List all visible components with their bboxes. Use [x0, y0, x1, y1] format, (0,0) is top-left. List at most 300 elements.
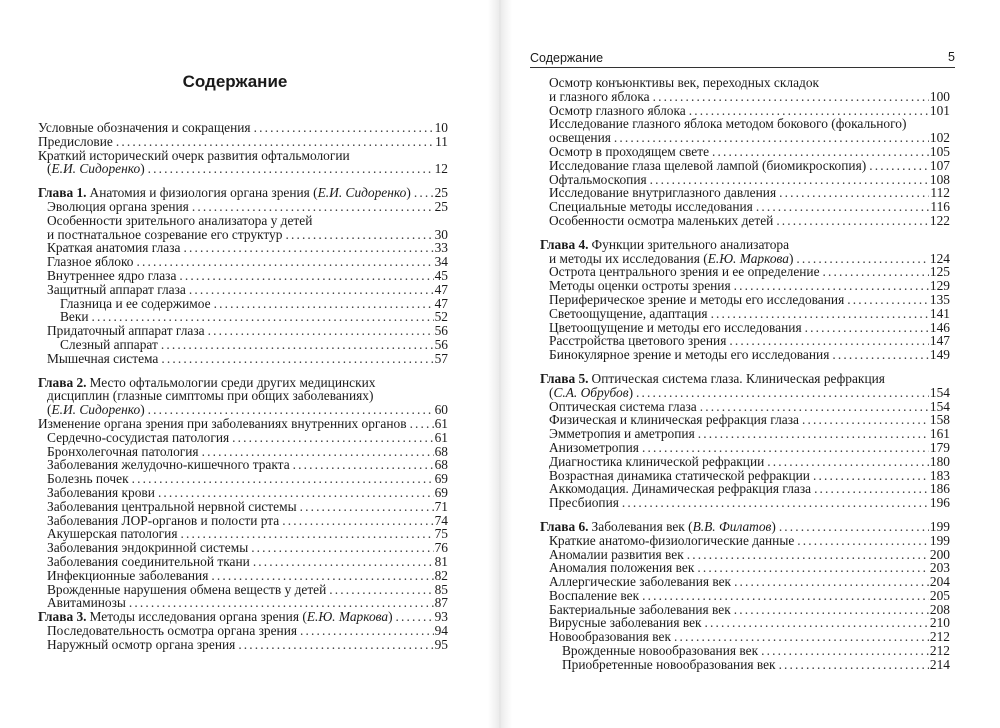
dot-leader — [653, 90, 929, 104]
toc-entry[interactable] — [38, 283, 448, 297]
table-of-contents-right — [540, 76, 950, 682]
running-header — [530, 48, 955, 68]
entry-text — [60, 338, 158, 352]
entry-text — [549, 413, 799, 427]
page-number: 107 — [929, 157, 950, 173]
entry-title: Болезнь почек — [47, 471, 129, 487]
page-number: 69 — [434, 484, 448, 500]
entry-title: и методы их исследования ( — [549, 250, 708, 266]
dot-leader — [183, 241, 433, 255]
entry-title: Особенности осмотра маленьких детей — [549, 212, 774, 228]
entry-text — [549, 214, 773, 228]
entry-text — [549, 561, 694, 575]
entry-text — [47, 162, 145, 176]
entry-title: дисциплин (глазные симптомы при общих заболеваниях) — [47, 388, 374, 404]
page-number: 52 — [434, 309, 448, 325]
entry-text — [549, 90, 650, 104]
entry-text — [38, 135, 113, 149]
page-number: 210 — [929, 615, 950, 631]
entry-text — [540, 238, 789, 252]
toc-entry[interactable] — [540, 117, 950, 131]
entry-title: Бактериальные заболевания век — [549, 601, 731, 617]
entry-text — [47, 541, 248, 555]
entry-title: Условные обозначения и сокращения — [38, 120, 251, 135]
entry-title: Глазница и ее содержимое — [60, 295, 211, 311]
entry-text — [549, 575, 731, 589]
dot-leader — [700, 400, 929, 414]
toc-entry[interactable] — [540, 104, 950, 118]
page-number: 68 — [434, 457, 448, 473]
dot-leader — [116, 135, 434, 149]
page-number: 212 — [929, 629, 950, 645]
entry-title: Эволюция органа зрения — [47, 198, 189, 214]
entry-title: Краткая анатомия глаза — [47, 240, 181, 256]
toc-entry[interactable] — [38, 255, 448, 269]
toc-entry[interactable] — [38, 431, 448, 445]
entry-title: Заболевания желудочно-кишечного тракта — [47, 457, 290, 473]
entry-title: Осмотр в проходящем свете — [549, 143, 710, 159]
entry-title: Заболевания эндокринной системы — [47, 540, 249, 556]
page-number: 101 — [929, 102, 950, 118]
entry-author: Е.Ю. Маркова — [707, 250, 789, 266]
entry-title: Воспаление век — [549, 587, 640, 603]
toc-entry[interactable] — [540, 90, 950, 104]
page-number: 196 — [929, 495, 950, 511]
toc-entry[interactable] — [540, 348, 950, 362]
page-number: 147 — [929, 333, 950, 349]
toc-section — [540, 238, 950, 362]
toc-entry[interactable] — [38, 527, 448, 541]
dot-leader — [282, 514, 433, 528]
page-number: 60 — [434, 402, 448, 418]
page-number: 57 — [434, 350, 448, 366]
entry-text — [540, 372, 885, 386]
entry-text — [47, 500, 297, 514]
toc-entry[interactable] — [540, 496, 950, 510]
page-number: 149 — [929, 347, 950, 363]
entry-title: Периферическое зрение и методы его исследования — [549, 291, 845, 307]
entry-title: Острота центрального зрения и ее определение — [549, 264, 820, 280]
toc-entry[interactable] — [38, 445, 448, 459]
page-number: 186 — [929, 481, 950, 497]
dot-leader — [285, 228, 433, 242]
page-number: 93 — [434, 609, 448, 625]
page-number: 34 — [434, 254, 448, 270]
entry-text — [549, 630, 671, 644]
entry-text — [47, 458, 290, 472]
page-number: 200 — [929, 546, 950, 562]
toc-entry[interactable] — [38, 149, 448, 163]
toc-entry[interactable] — [38, 352, 448, 366]
entry-title: освещения — [549, 130, 611, 146]
entry-text — [38, 417, 407, 431]
page-number: 214 — [929, 656, 950, 672]
chapter-label: Глава 3. — [38, 609, 87, 625]
dot-leader — [161, 338, 434, 352]
toc-entry[interactable] — [540, 238, 950, 252]
toc-entry[interactable] — [540, 307, 950, 321]
dot-leader — [687, 548, 929, 562]
toc-entry[interactable] — [38, 624, 448, 638]
entry-author: Е.И. Сидоренко — [51, 161, 141, 177]
entry-text — [549, 76, 819, 90]
entry-title: Осмотр глазного яблока — [549, 102, 686, 118]
chapter-label: Глава 5. — [540, 370, 589, 386]
dot-leader — [712, 145, 929, 159]
toc-entry[interactable] — [540, 658, 950, 672]
dot-leader — [622, 496, 929, 510]
entry-text — [562, 658, 776, 672]
entry-title: Заболевания век ( — [591, 518, 693, 534]
toc-entry[interactable] — [540, 145, 950, 159]
toc-entry[interactable] — [38, 417, 448, 431]
toc-entry[interactable] — [540, 400, 950, 414]
toc-entry[interactable] — [540, 186, 950, 200]
page-number: 154 — [929, 384, 950, 400]
entry-title: Вирусные заболевания век — [549, 615, 702, 631]
entry-text — [549, 200, 753, 214]
entry-text — [47, 200, 189, 214]
entry-title: Анатомия и физиология органа зрения ( — [89, 185, 318, 201]
page-number: 208 — [929, 601, 950, 617]
entry-text — [60, 297, 211, 311]
toc-entry[interactable] — [38, 583, 448, 597]
page-number: 199 — [929, 532, 950, 548]
toc-entry[interactable] — [38, 376, 448, 390]
toc-entry[interactable] — [540, 441, 950, 455]
entry-text — [549, 252, 793, 266]
entry-author: Е.Ю. Маркова — [306, 609, 389, 625]
toc-entry[interactable] — [38, 214, 448, 228]
toc-entry[interactable] — [38, 472, 448, 486]
entry-title: Придаточный аппарат глаза — [47, 323, 205, 339]
page-number: 94 — [434, 622, 448, 638]
dot-leader — [300, 624, 434, 638]
toc-entry[interactable] — [38, 162, 448, 176]
entry-title: Изменение органа зрения при заболеваниях внутренних органов — [38, 415, 407, 431]
toc-entry[interactable] — [540, 372, 950, 386]
entry-title: Сердечно-сосудистая патология — [47, 429, 230, 445]
toc-entry[interactable] — [540, 482, 950, 496]
toc-entry[interactable] — [38, 135, 448, 149]
entry-title: Защитный аппарат глаза — [47, 281, 186, 297]
toc-entry[interactable] — [540, 131, 950, 145]
toc-entry[interactable] — [38, 610, 448, 624]
toc-entry[interactable] — [540, 427, 950, 441]
toc-entry[interactable] — [38, 228, 448, 242]
entry-text — [549, 386, 633, 400]
toc-entry[interactable] — [540, 630, 950, 644]
entry-text — [47, 624, 297, 638]
page-number: 82 — [434, 567, 448, 583]
entry-text — [549, 173, 647, 187]
page-number: 87 — [434, 595, 448, 611]
toc-entry[interactable] — [540, 293, 950, 307]
dot-leader — [414, 186, 434, 200]
page-number: 180 — [929, 453, 950, 469]
entry-text — [549, 589, 639, 603]
toc-entry[interactable] — [38, 389, 448, 403]
entry-title: ( — [549, 384, 554, 400]
entry-author: Е.И. Сидоренко — [317, 185, 407, 201]
entry-title: Эмметропия и аметропия — [549, 426, 695, 442]
page-number: 85 — [434, 581, 448, 597]
dot-leader — [211, 569, 433, 583]
entry-text — [540, 520, 776, 534]
toc-section — [540, 520, 950, 672]
entry-title: Заболевания центральной нервной системы — [47, 498, 297, 514]
toc-entry[interactable] — [540, 548, 950, 562]
entry-title: Особенности зрительного анализатора у детей — [47, 212, 313, 228]
entry-title: Методы оценки остроты зрения — [549, 278, 731, 294]
entry-title: Заболевания ЛОР-органов и полости рта — [47, 512, 280, 528]
entry-title-end: ) — [628, 384, 634, 400]
toc-entry[interactable] — [38, 297, 448, 311]
page-number: 135 — [929, 291, 950, 307]
toc-entry[interactable] — [540, 321, 950, 335]
page-number: 116 — [930, 199, 950, 215]
entry-text — [38, 376, 375, 390]
page-number: 76 — [434, 540, 448, 556]
entry-text — [60, 310, 89, 324]
toc-entry[interactable] — [38, 200, 448, 214]
page-number: 161 — [929, 426, 950, 442]
dot-leader — [711, 307, 929, 321]
entry-title: Наружный осмотр органа зрения — [47, 636, 236, 652]
toc-entry[interactable] — [38, 269, 448, 283]
page-number: 56 — [434, 336, 448, 352]
dot-leader — [756, 200, 930, 214]
dot-leader — [202, 445, 434, 459]
entry-text — [549, 534, 794, 548]
toc-entry[interactable] — [540, 589, 950, 603]
toc-section — [38, 121, 448, 176]
page-number: 105 — [929, 143, 950, 159]
dot-leader — [614, 131, 929, 145]
page-number: 146 — [929, 319, 950, 335]
page-number: 47 — [434, 281, 448, 297]
toc-entry[interactable] — [540, 575, 950, 589]
toc-entry[interactable] — [540, 334, 950, 348]
page-number: 199 — [929, 518, 950, 534]
entry-title: Врожденные новообразования век — [562, 643, 759, 659]
entry-text — [549, 293, 844, 307]
dot-leader — [805, 321, 929, 335]
entry-text — [549, 455, 764, 469]
entry-title: Анизометропия — [549, 439, 639, 455]
toc-entry[interactable] — [540, 520, 950, 534]
entry-text — [549, 603, 731, 617]
entry-title: Исследование глаза щелевой лампой (биомикроскопия) — [549, 157, 867, 173]
toc-entry[interactable] — [38, 555, 448, 569]
dot-leader — [734, 279, 929, 293]
entry-text — [47, 431, 229, 445]
toc-entry[interactable] — [540, 159, 950, 173]
dot-leader — [253, 555, 434, 569]
toc-entry[interactable] — [540, 200, 950, 214]
entry-text — [549, 496, 619, 510]
toc-entry[interactable] — [38, 514, 448, 528]
entry-text — [549, 117, 906, 131]
entry-title: Специальные методы исследования — [549, 199, 753, 215]
toc-entry[interactable] — [38, 310, 448, 324]
entry-text — [47, 555, 250, 569]
entry-author: Е.И. Сидоренко — [51, 402, 141, 418]
toc-entry[interactable] — [38, 458, 448, 472]
entry-text — [47, 486, 155, 500]
toc-entry[interactable] — [540, 603, 950, 617]
entry-text — [47, 324, 205, 338]
dot-leader — [293, 458, 434, 472]
toc-entry[interactable] — [38, 324, 448, 338]
entry-text — [549, 279, 731, 293]
page-number: 129 — [929, 278, 950, 294]
toc-entry[interactable] — [540, 76, 950, 90]
toc-entry[interactable] — [38, 638, 448, 652]
entry-title: Мышечная система — [47, 350, 159, 366]
running-head-title: Содержание — [530, 51, 604, 65]
entry-title: Новообразования век — [549, 629, 671, 645]
page-number: 125 — [929, 264, 950, 280]
entry-title: Оптическая система глаза. Клиническая рефракция — [591, 370, 885, 386]
dot-leader — [650, 173, 929, 187]
toc-entry[interactable] — [38, 403, 448, 417]
toc-entry[interactable] — [540, 413, 950, 427]
dot-leader — [214, 297, 434, 311]
entry-title: Пресбиопия — [549, 495, 619, 511]
dot-leader — [208, 324, 434, 338]
entry-text — [549, 400, 697, 414]
book-spine — [488, 0, 512, 728]
entry-text — [549, 441, 639, 455]
dot-leader — [180, 527, 433, 541]
dot-leader — [779, 520, 929, 534]
entry-text — [47, 472, 129, 486]
toc-entry[interactable] — [38, 186, 448, 200]
dot-leader — [158, 486, 434, 500]
toc-entry[interactable] — [38, 241, 448, 255]
dot-leader — [329, 583, 433, 597]
page-title: Содержание — [182, 72, 288, 91]
entry-text — [562, 644, 758, 658]
entry-title: Расстройства цветового зрения — [549, 333, 727, 349]
page-number: 30 — [434, 226, 448, 242]
page-number: 71 — [434, 498, 448, 514]
entry-text — [47, 569, 208, 583]
toc-entry[interactable] — [38, 500, 448, 514]
toc-entry[interactable] — [540, 616, 950, 630]
entry-title: Офтальмоскопия — [549, 171, 647, 187]
page-number: 102 — [929, 130, 950, 146]
dot-leader — [132, 472, 434, 486]
entry-text — [549, 482, 811, 496]
dot-leader — [192, 200, 434, 214]
dot-leader — [396, 610, 434, 624]
dot-leader — [734, 575, 929, 589]
chapter-label: Глава 1. — [38, 185, 87, 201]
entry-title: Бинокулярное зрение и методы его исследования — [549, 347, 830, 363]
toc-entry[interactable] — [38, 121, 448, 135]
right-page — [530, 0, 955, 728]
toc-entry[interactable] — [38, 541, 448, 555]
toc-entry[interactable] — [540, 279, 950, 293]
entry-title: Авитаминозы — [47, 595, 126, 611]
entry-text — [47, 241, 180, 255]
toc-entry[interactable] — [540, 173, 950, 187]
toc-entry[interactable] — [540, 265, 950, 279]
dot-leader — [813, 469, 929, 483]
entry-title: Врожденные нарушения обмена веществ у детей — [47, 581, 327, 597]
page-number: 95 — [434, 636, 448, 652]
dot-leader — [869, 159, 929, 173]
entry-text — [549, 159, 866, 173]
entry-title: Исследование глазного яблока методом бокового (фокального) — [549, 116, 907, 132]
toc-section — [38, 376, 448, 652]
entry-text — [47, 228, 282, 242]
toc-entry[interactable] — [540, 561, 950, 575]
toc-section — [540, 76, 950, 228]
toc-entry[interactable] — [38, 486, 448, 500]
dot-leader — [636, 386, 929, 400]
entry-title: Заболевания крови — [47, 484, 155, 500]
dot-leader — [238, 638, 433, 652]
toc-entry[interactable] — [540, 214, 950, 228]
page-number: 45 — [434, 267, 448, 283]
toc-entry[interactable] — [540, 534, 950, 548]
dot-leader — [92, 310, 434, 324]
dot-leader — [814, 482, 929, 496]
dot-leader — [697, 561, 929, 575]
entry-title: Слезный аппарат — [60, 336, 158, 352]
toc-entry[interactable] — [540, 386, 950, 400]
toc-entry[interactable] — [540, 644, 950, 658]
toc-entry[interactable] — [38, 569, 448, 583]
entry-title: Цветоощущение и методы его исследования — [549, 319, 802, 335]
entry-title: Аномалия положения век — [549, 560, 695, 576]
dot-leader — [148, 162, 434, 176]
entry-text — [47, 283, 186, 297]
page-number: 12 — [434, 161, 448, 177]
entry-title-end: ) — [788, 250, 794, 266]
chapter-label: Глава 2. — [38, 374, 87, 390]
toc-entry[interactable] — [540, 455, 950, 469]
entry-title: Краткий исторический очерк развития офтальмологии — [38, 147, 350, 163]
entry-text — [549, 131, 611, 145]
toc-entry[interactable] — [38, 596, 448, 610]
entry-title: Диагностика клинической рефракции — [549, 453, 765, 469]
dot-leader — [642, 441, 929, 455]
entry-title: Предисловие — [38, 133, 113, 149]
page-number: 212 — [929, 643, 950, 659]
entry-title: и постнатальное созревание его структур — [47, 226, 283, 242]
entry-text — [47, 596, 126, 610]
toc-entry[interactable] — [38, 338, 448, 352]
toc-entry[interactable] — [540, 469, 950, 483]
dot-leader — [823, 265, 929, 279]
page-number: 100 — [929, 88, 950, 104]
entry-title: Возрастная динамика статической рефракции — [549, 467, 810, 483]
entry-text — [47, 514, 279, 528]
page-number: 112 — [930, 185, 950, 201]
toc-entry[interactable] — [540, 252, 950, 266]
page-number: 204 — [929, 574, 950, 590]
dot-leader — [129, 596, 434, 610]
entry-title: Внутреннее ядро глаза — [47, 267, 177, 283]
dot-leader — [761, 644, 929, 658]
page-number: 158 — [929, 412, 950, 428]
page-number: 141 — [929, 305, 950, 321]
entry-text — [47, 527, 177, 541]
